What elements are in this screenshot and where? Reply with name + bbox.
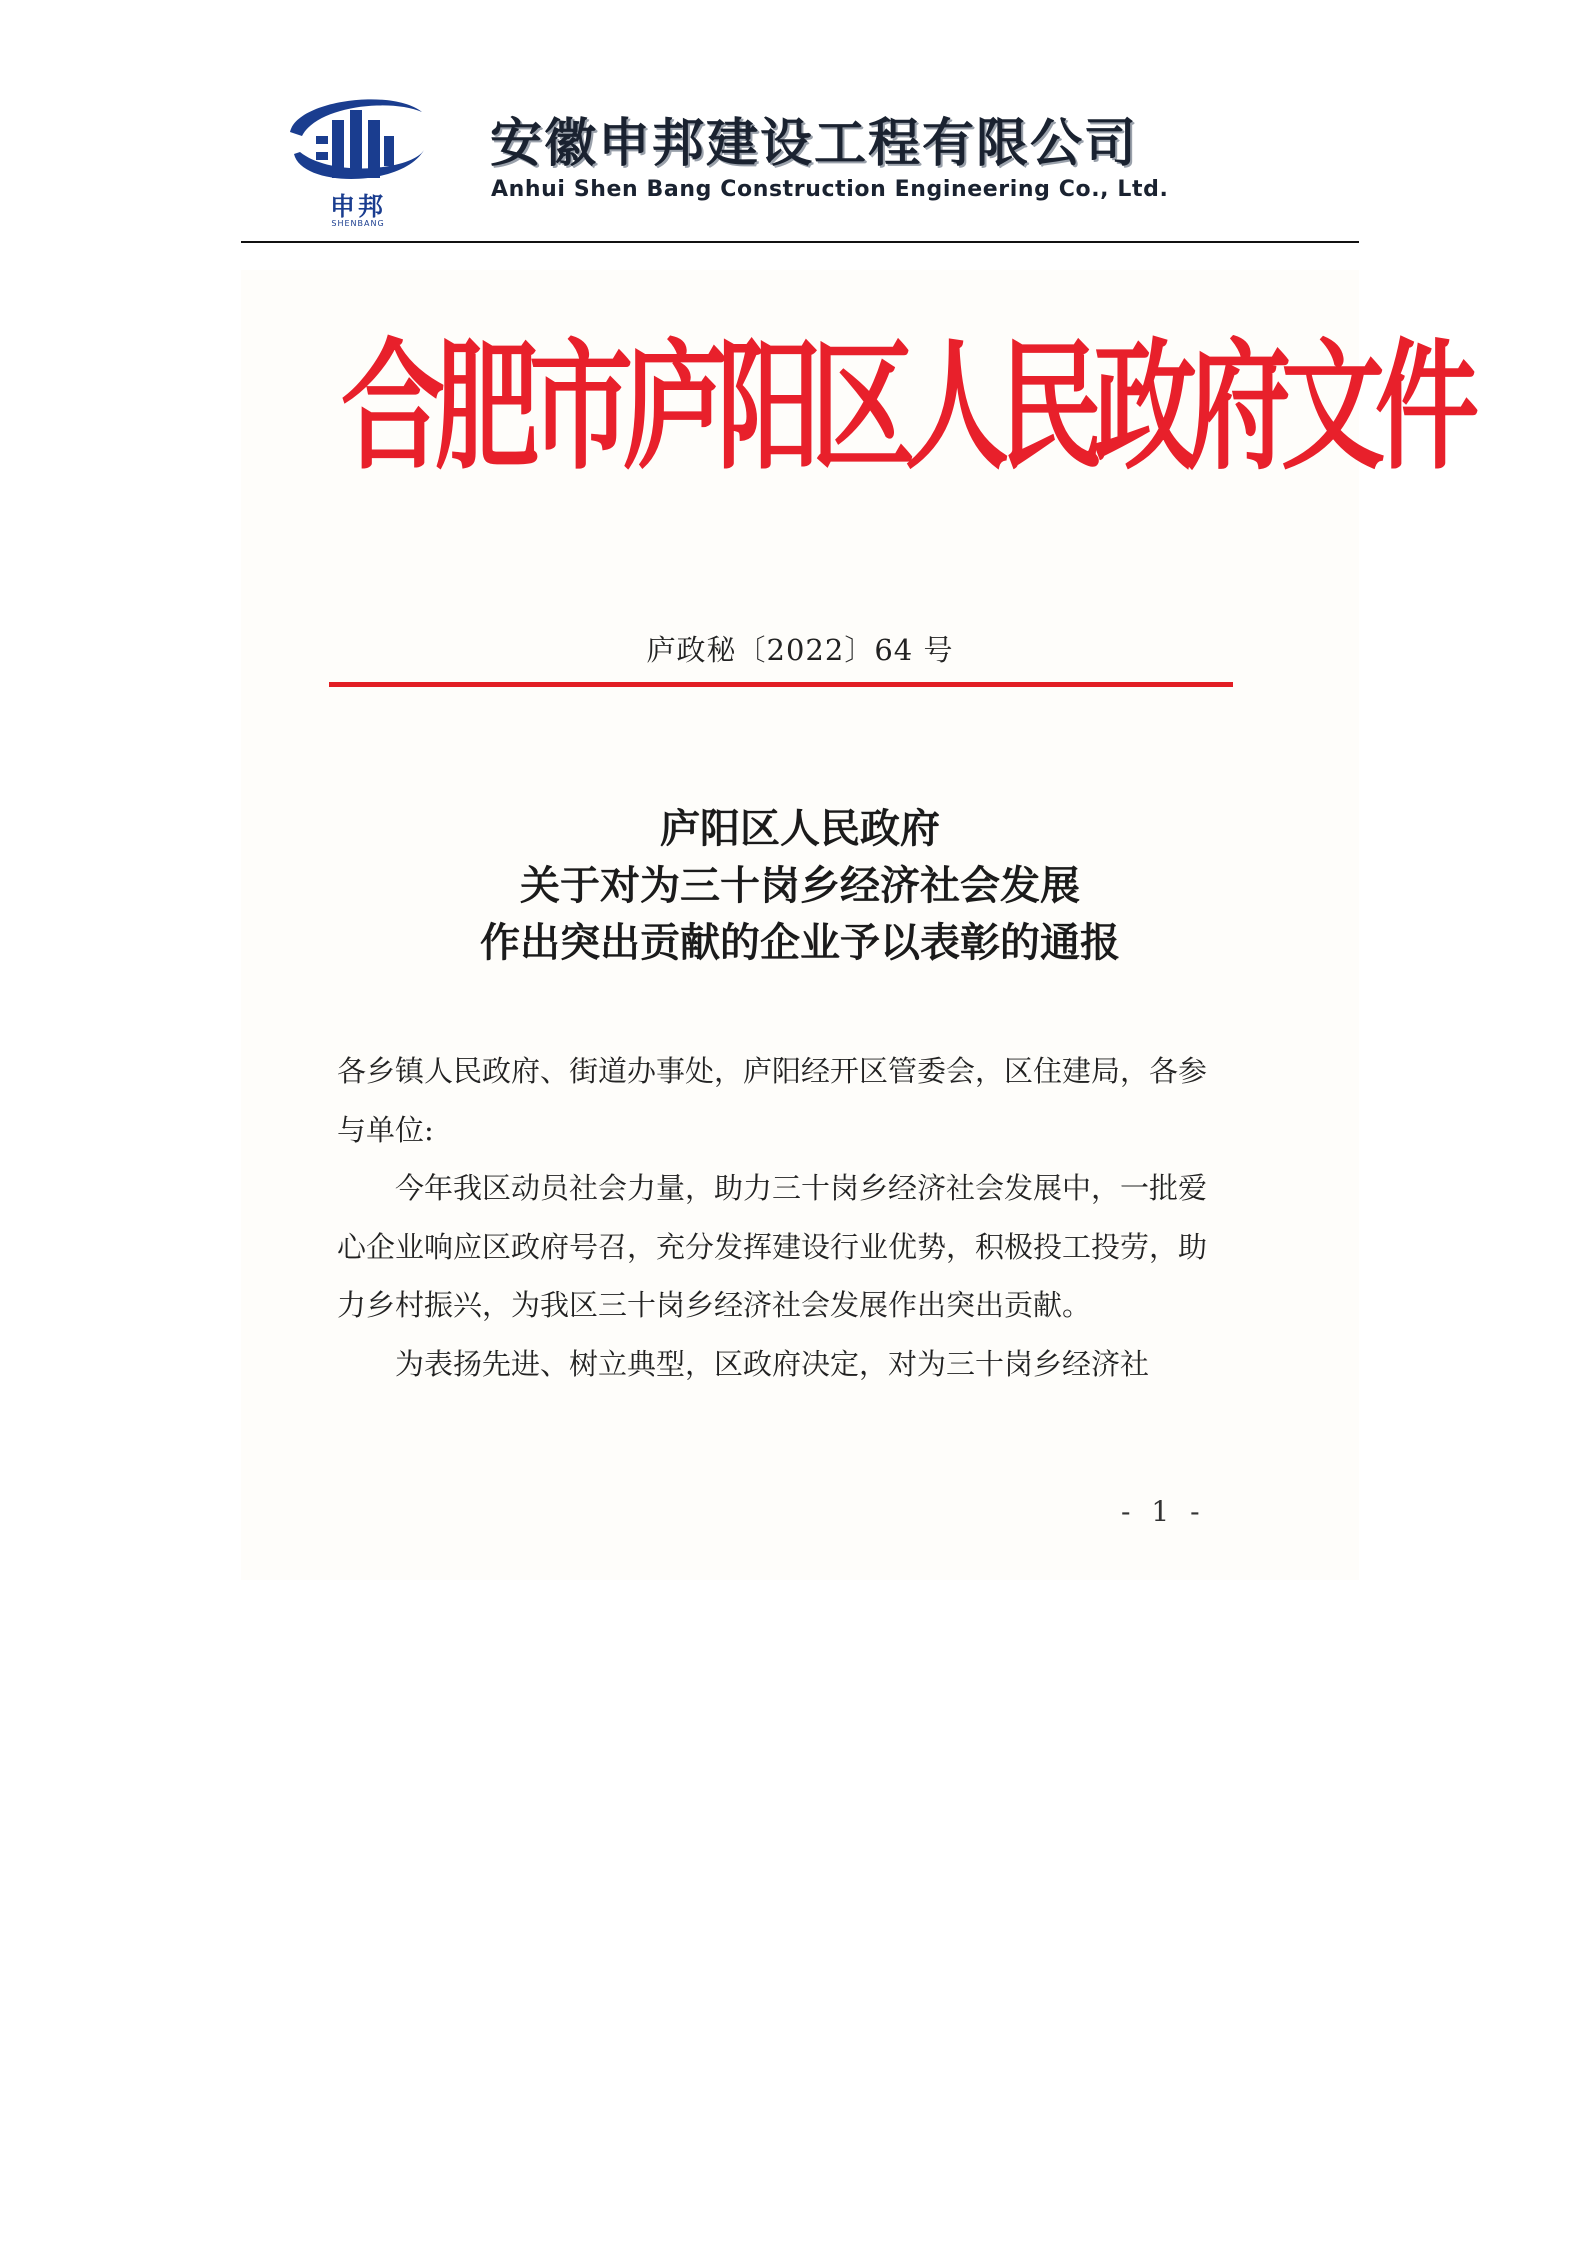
document-number: 庐政秘〔2022〕64 号 [646,633,954,667]
title-line: 作出突出贡献的企业予以表彰的通报 [480,919,1120,966]
document-body [337,1042,1227,1393]
body-paragraph: 今年我区动员社会力量，助力三十岗乡经济社会发展中，一批爱心企业响应区政府号召，充分发挥建设行业优势，积极投工投劳，助力乡村振兴，为我区三十岗乡经济社会发展作出突出贡献。 [337,1171,1208,1322]
title-line: 关于对为三十岗乡经济社会发展 [520,862,1080,909]
red-divider [329,682,1233,687]
salutation-paragraph: 各乡镇人民政府、街道办事处，庐阳经开区管委会，区住建局，各参与单位: [337,1054,1208,1147]
title-line: 庐阳区人民政府 [660,805,940,852]
document-masthead: 合肥市庐阳区人民政府文件 [341,323,1470,490]
company-name-chinese: 安徽申邦建设工程有限公司 [490,114,1139,174]
document-title [241,800,1359,971]
letterhead-divider [241,241,1359,243]
company-logo [272,92,444,232]
letterhead [0,0,1587,240]
page-number: - 1 - [1121,1495,1206,1528]
logo-chinese-text: 申邦 [329,192,386,221]
company-name-english: Anhui Shen Bang Construction Engineering Co., Ltd. [491,177,1169,202]
body-paragraph: 为表扬先进、树立典型，区政府决定，对为三十岗乡经济社 [395,1346,1150,1381]
logo-english-text: SHENBANG [331,219,385,228]
scanned-document [241,270,1470,1580]
